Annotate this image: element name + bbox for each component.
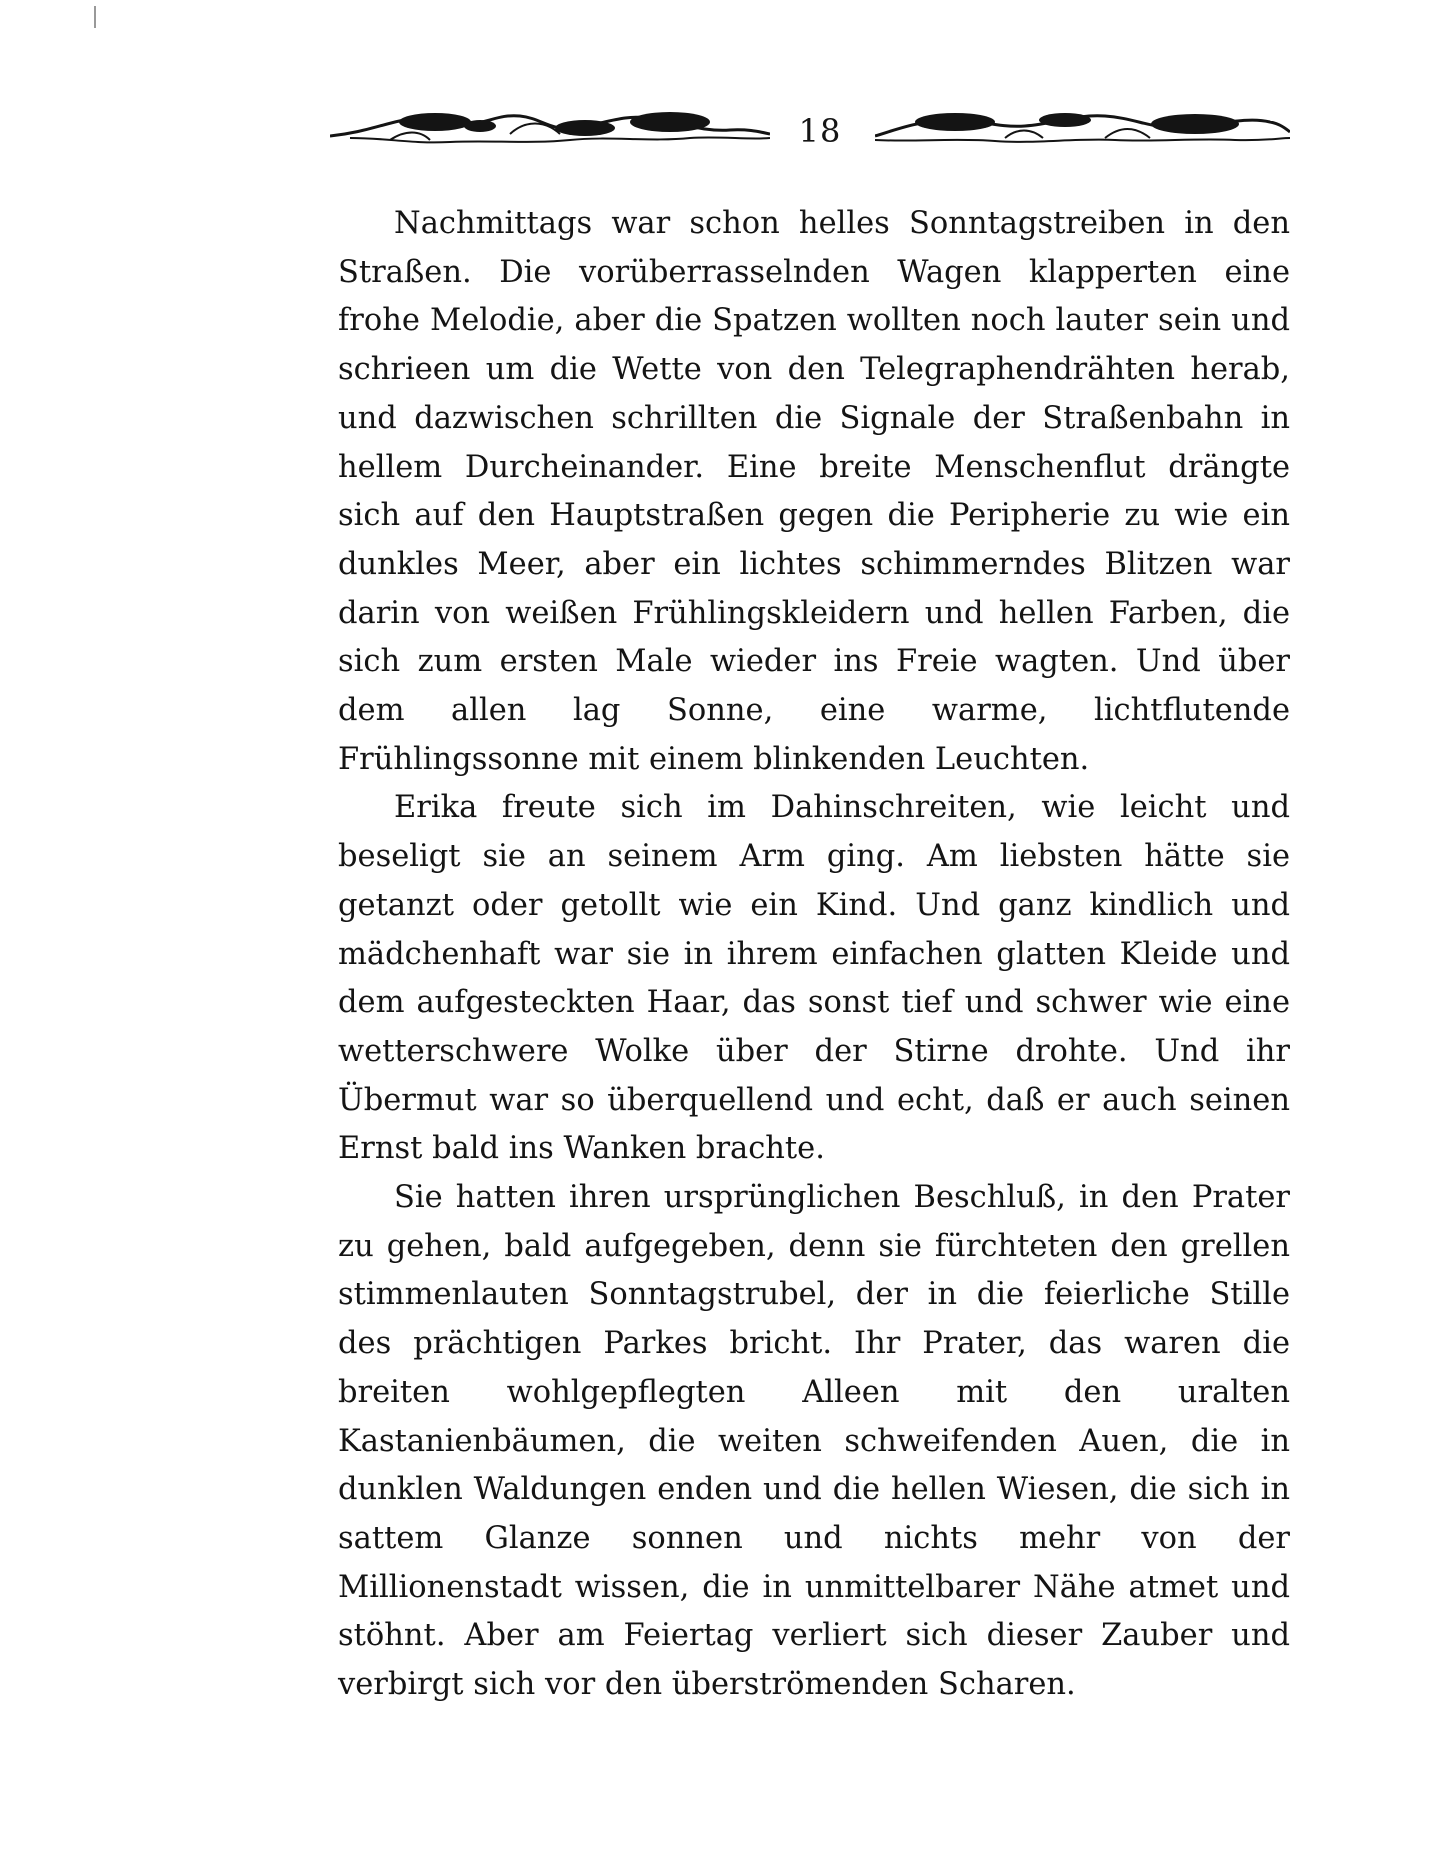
vine-ornament-icon xyxy=(330,108,770,152)
paragraph: Sie hatten ihren ursprünglichen Beschluß, in den Prater zu gehen, bald aufgegeben, denn sie fürchteten den grellen stimmenlauten Sonntagstrubel, der in die feierliche Stille des prächtigen Parkes bricht. Ihr Prater, das waren die breiten wohlgepflegten Alleen mit den uralten Kastanienbäumen, die weiten schweifenden Auen, die in dunklen Waldungen enden und die hellen Wiesen, die sich in sattem Glanze sonnen und nichts mehr von der Millionenstadt wissen, die in unmittelbarer Nähe atmet und stöhnt. Aber am Feiertag verliert sich dieser Zauber und verbirgt sich vor den überströmenden Scharen. xyxy=(338,1180,1290,1703)
page-header xyxy=(330,100,1290,160)
page-number: 18 xyxy=(798,112,842,150)
paragraph: Nachmittags war schon helles Sonntagstreiben in den Straßen. Die vorüberrasselnden Wagen klapperten eine frohe Melodie, aber die Spatzen wollten noch lauter sein und schrieen um die Wette von den Telegraphendrähten herab, und dazwischen schrillten die Signale der Straßenbahn in hellem Durcheinander. Eine breite Menschenflut drängte sich auf den Hauptstraßen gegen die Peripherie zu wie ein dunkles Meer, aber ein lichtes schimmerndes Blitzen war darin von weißen Frühlingskleidern und hellen Farben, die sich zum ersten Male wieder ins Freie wagten. Und über dem allen lag Sonne, eine warme, lichtflutende Frühlingssonne mit einem blinkenden Leuchten. xyxy=(338,206,1290,777)
margin-speck xyxy=(94,6,96,28)
paragraph: Erika freute sich im Dahinschreiten, wie leicht und beseligt sie an seinem Arm ging. Am liebsten hätte sie getanzt oder getollt wie ein Kind. Und ganz kindlich und mädchenhaft war sie in ihrem einfachen glatten Kleide und dem aufgesteckten Haar, das sonst tief und schwer wie eine wetterschwere Wolke über der Stirne drohte. Und ihr Übermut war so überquellend und echt, daß er auch seinen Ernst bald ins Wanken brachte. xyxy=(338,790,1290,1167)
vine-ornament-icon xyxy=(875,108,1290,152)
body-text xyxy=(338,200,1290,1710)
